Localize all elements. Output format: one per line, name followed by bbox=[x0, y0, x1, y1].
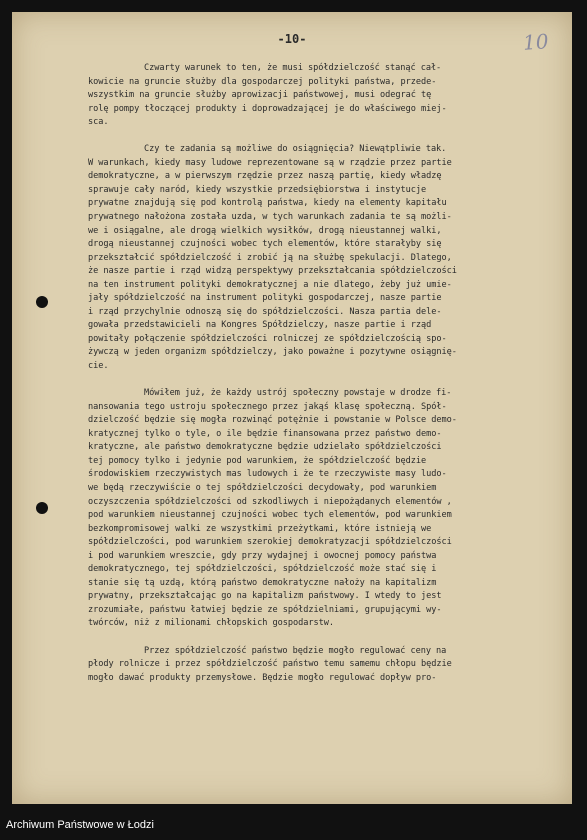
text-line: twórców, niż z milionami chłopskich gospodarstw. bbox=[88, 618, 334, 629]
text-line: Czy te zadania są możliwe do osiągnięcia? Niewątpliwie tak. bbox=[144, 144, 447, 155]
text-line: stanie się tą uzdą, którą państwo demokratyczne nałoży na kapitalizm bbox=[88, 577, 437, 588]
text-line: zrozumiałe, państwu łatwiej będzie ze spółdzielniami, grupującymi wy- bbox=[88, 604, 442, 615]
text-line: na ten instrument polityki demokratycznej a nie dlatego, żeby już umie- bbox=[88, 279, 452, 290]
text-line: Czwarty warunek to ten, że musi spółdzielczość stanąć cał- bbox=[144, 63, 442, 73]
text-line: drogą nieustannej czujności wobec tych elementów, które starałyby się bbox=[88, 239, 442, 250]
text-line: i pod warunkiem wreszcie, gdy przy wydajnej i owocnej pomocy państwa bbox=[88, 550, 437, 561]
paragraph bbox=[88, 143, 558, 373]
text-line: że nasze partie i rząd widzą perspektywy przekształcania spółdzielczości bbox=[88, 266, 457, 277]
text-line: powitały połączenie spółdzielczości rolniczej ze spółdzielczością spo- bbox=[88, 333, 447, 344]
text-line: rolę pompy tłoczącej produkty i doprowadzającej je do właściwego miej- bbox=[88, 103, 447, 114]
text-line: demokratycznego, tej spółdzielczości, spółdzielczość może stać się i bbox=[88, 564, 437, 575]
page-number: -10- bbox=[277, 32, 307, 46]
punch-hole bbox=[36, 296, 48, 308]
text-line: gowała przedstawicieli na Kongres Spółdzielczy, nasze partie i rząd bbox=[88, 320, 432, 331]
text-line: dzielczość będzie się mogła rozwinąć potężnie i powstanie w Polsce demo- bbox=[88, 415, 457, 426]
text-line: spółdzielczości, pod warunkiem szerokiej demokratyzacji spółdzielczości bbox=[88, 537, 452, 548]
text-line: środowiskiem rzeczywistych mas ludowych i że te rzeczywiste masy ludo- bbox=[88, 469, 447, 480]
punch-hole bbox=[36, 502, 48, 514]
text-line: we i osiągalne, ale drogą wielkich wysiłków, drogą nieustannej walki, bbox=[88, 225, 442, 236]
text-line: wszystkim na gruncie służby aprowizacji państwowej, musi odegrać tę bbox=[88, 90, 432, 101]
document-page bbox=[12, 12, 572, 804]
archive-name: Archiwum Państwowe w Łodzi bbox=[6, 819, 154, 831]
text-line: sca. bbox=[88, 117, 109, 128]
paragraph bbox=[88, 645, 558, 686]
paragraph bbox=[88, 62, 558, 130]
text-line: i rząd przychylnie odnoszą się do spółdzielczości. Nasza partia dele- bbox=[88, 306, 442, 317]
text-line: Mówiłem już, że każdy ustrój społeczny powstaje w drodze fi- bbox=[144, 388, 452, 399]
text-line: prywatne znajdują się pod kontrolą państwa, kiedy na elementy kapitału bbox=[88, 198, 447, 209]
text-line: W warunkach, kiedy masy ludowe reprezentowane są w rządzie przez partie bbox=[88, 157, 452, 168]
text-line: żywczą w jeden organizm spółdzielczy, jako poważne i pozytywne osiągnię- bbox=[88, 347, 457, 358]
text-line: Przez spółdzielczość państwo będzie mogło regulować ceny na bbox=[144, 645, 447, 656]
text-line: pod warunkiem nieustannej czujności wobec tych elementów, pod warunkiem bbox=[88, 510, 452, 521]
text-line: kratyczne, ale państwo demokratyczne będzie udzielało spółdzielczości bbox=[88, 442, 442, 453]
text-line: sprawuje cały naród, kiedy wszystkie przedsiębiorstwa i instytucje bbox=[88, 184, 427, 195]
text-line: kowicie na gruncie służby dla gospodarczej polityki państwa, przede- bbox=[88, 76, 437, 87]
text-line: płody rolnicze i przez spółdzielczość państwo temu samemu chłopu będzie bbox=[88, 659, 452, 670]
text-line: kratycznej tylko o tyle, o ile będzie finansowana przez państwo demo- bbox=[88, 428, 442, 439]
archive-page-mark: 10 bbox=[521, 29, 549, 55]
text-line: nansowania tego ustroju społecznego przez jakąś klasę społeczną. Spół- bbox=[88, 401, 447, 412]
archive-footer bbox=[0, 812, 587, 840]
text-line: oczyszczenia spółdzielczości od szkodliwych i niepożądanych elementów , bbox=[88, 496, 452, 507]
typewritten-text bbox=[88, 62, 558, 699]
text-line: prywatnego nałożona została uzda, w tych warunkach zadania te są możli- bbox=[88, 212, 452, 223]
text-line: tej pomocy tylko i jedynie pod warunkiem, że spółdzielczość będzie bbox=[88, 455, 427, 466]
text-line: we będą rzeczywiście o tej spółdzielczości decydowały, pod warunkiem bbox=[88, 482, 437, 493]
text-line: przekształcić spółdzielczość i zrobić ją na służbę spekulacji. Dlatego, bbox=[88, 252, 452, 263]
text-line: mogło dawać produkty przemysłowe. Będzie mogło regulować dopływ pro- bbox=[88, 672, 437, 683]
text-line: demokratyczne, a w pierwszym rzędzie przez naszą partię, kiedy władzę bbox=[88, 171, 442, 182]
text-line: cie. bbox=[88, 361, 109, 372]
text-line: prywatny, przekształcając go na kapitalizm państwowy. I wtedy to jest bbox=[88, 591, 442, 602]
text-line: jały spółdzielczość na instrument polityki gospodarczej, nasze partie bbox=[88, 293, 442, 304]
paragraph bbox=[88, 387, 558, 631]
text-line: bezkompromisowej walki ze wszystkimi przeżytkami, które istnieją we bbox=[88, 523, 432, 534]
